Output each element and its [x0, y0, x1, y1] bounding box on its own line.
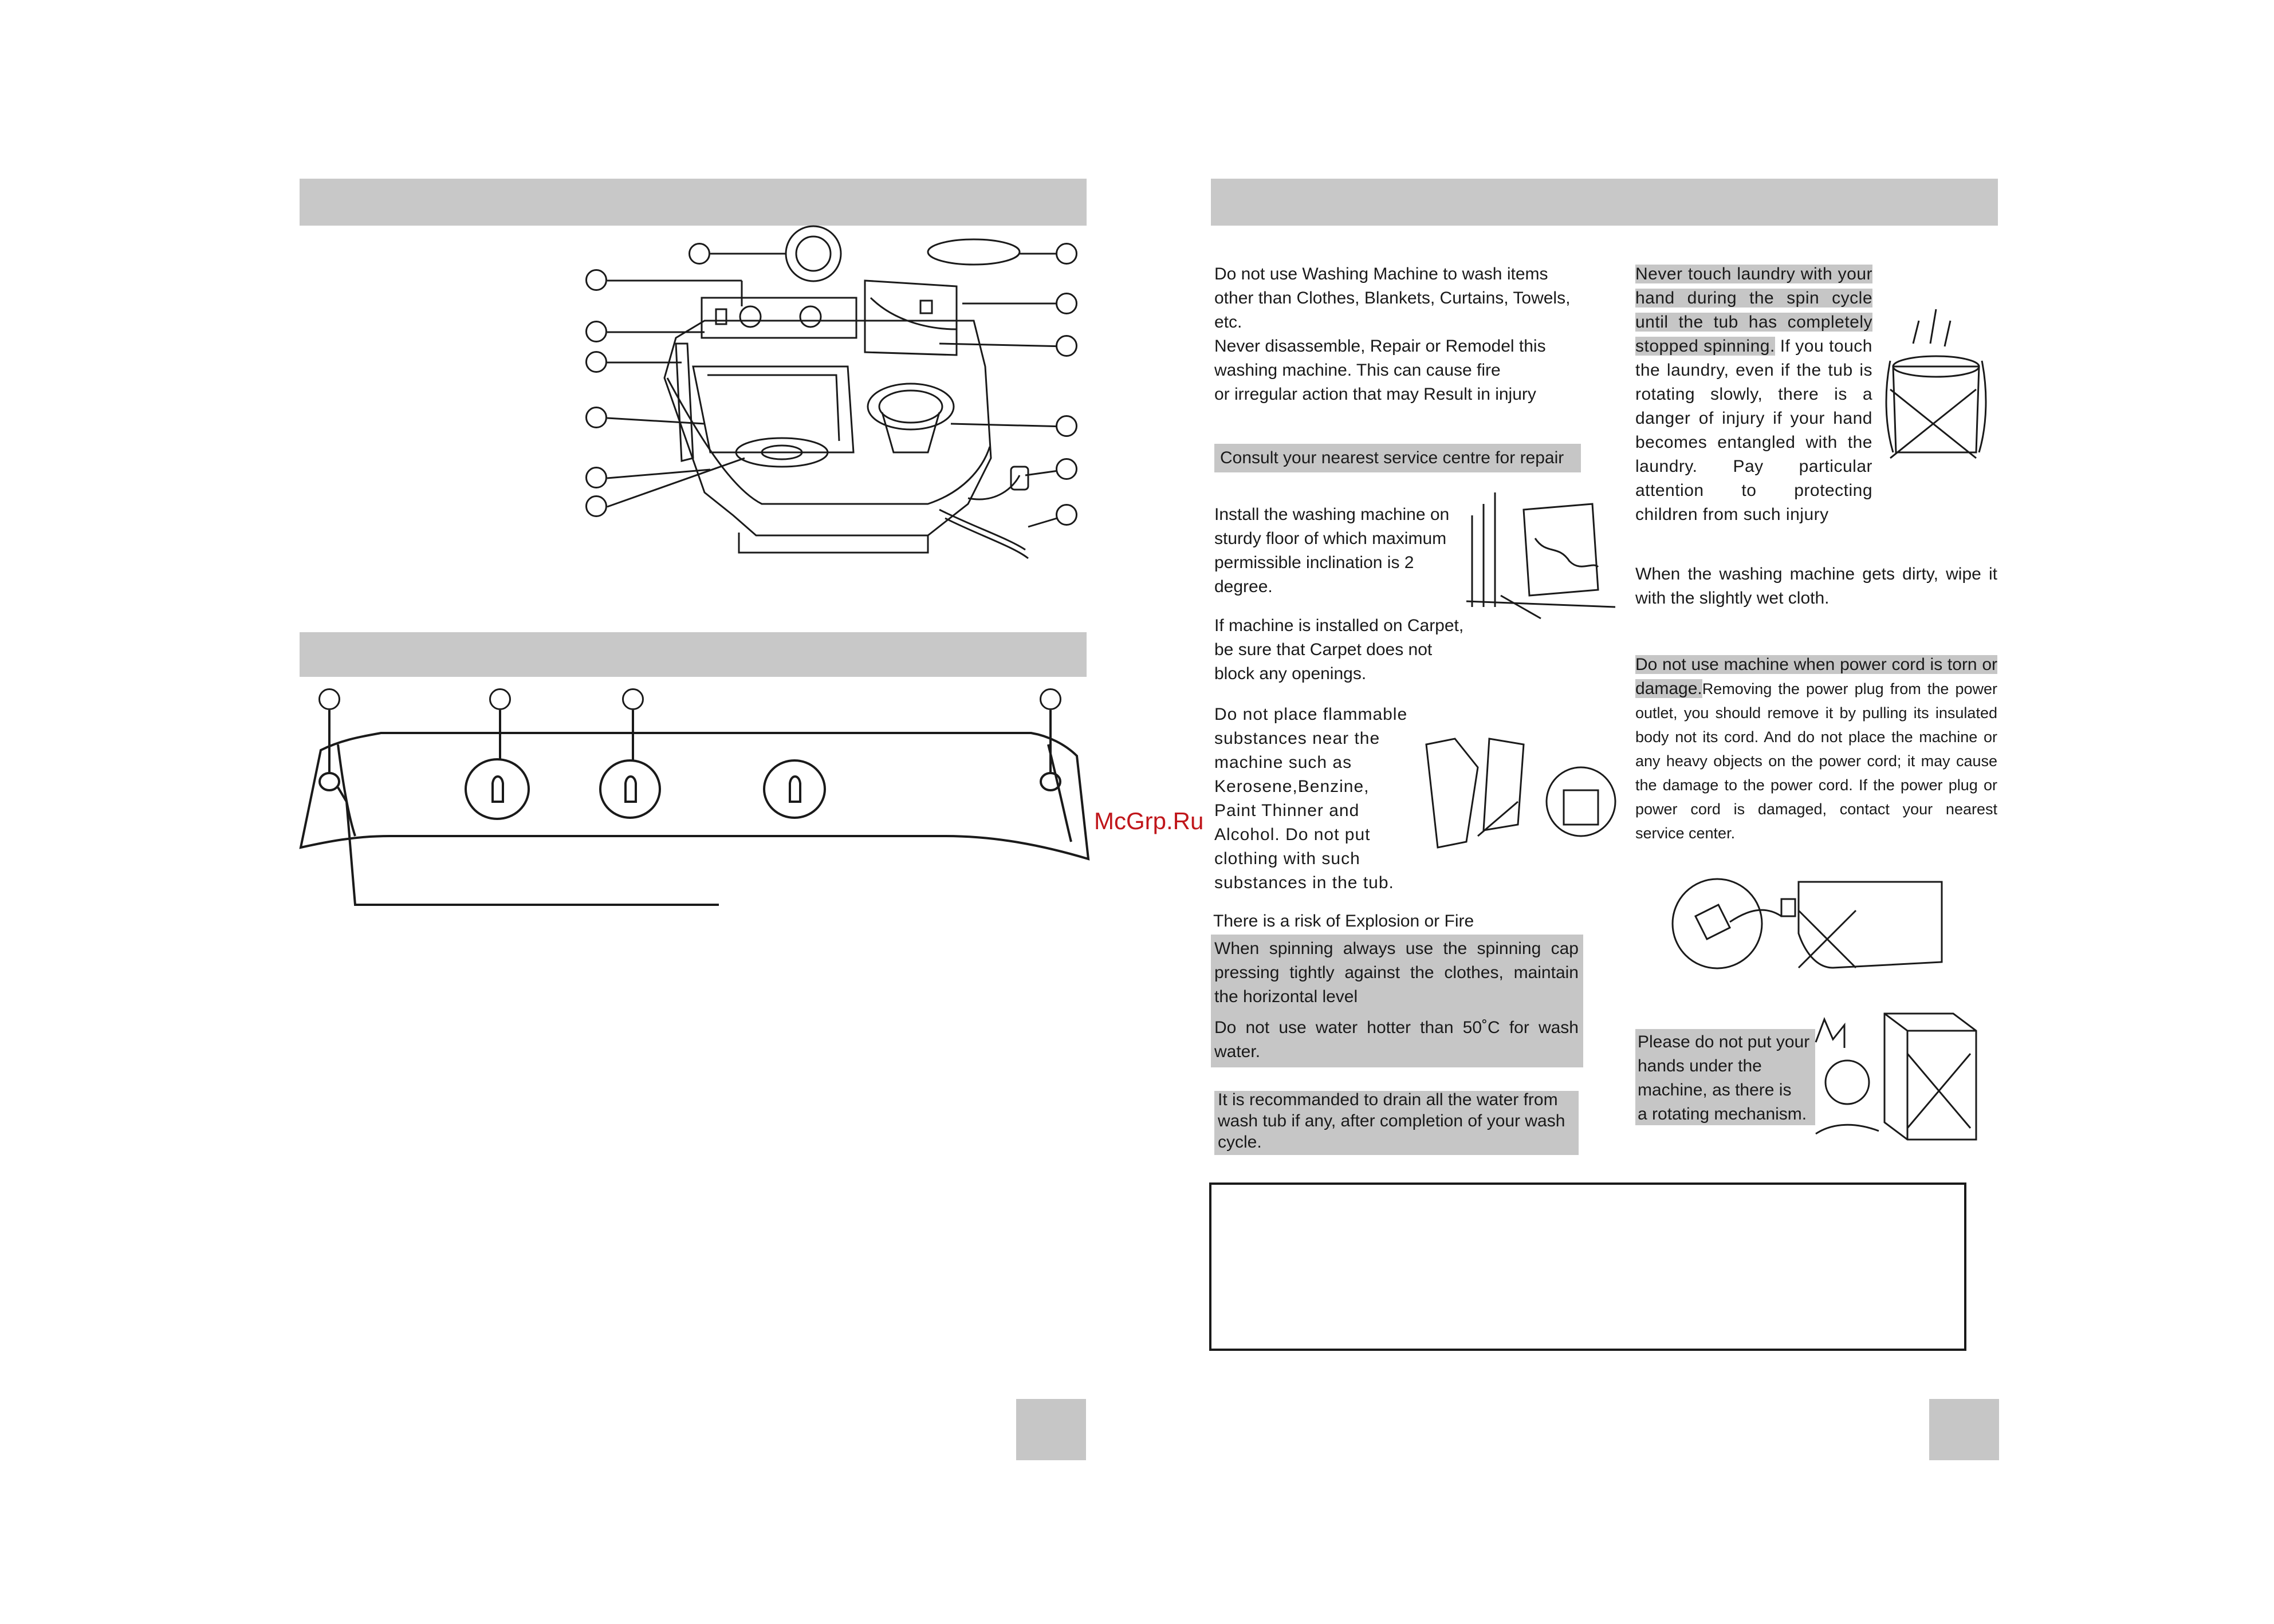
consult-service-banner: Consult your nearest service centre for repair	[1214, 444, 1581, 472]
power-cord-highlight: Do not use machine when power cord is torn or damage.	[1635, 655, 1997, 698]
usage-restrictions-text: Do not use Washing Machine to wash items other than Clothes, Blankets, Curtains, Towels, etc. Never disassemble, Repair or Remodel this washing machine. This can cause fire or irregular action that may Result in injury	[1214, 265, 1571, 404]
spin-cap-text: When spinning always use the spinning cap pressing tightly against the clothes, maintain the horizontal level	[1214, 939, 1579, 1006]
install-floor-text: Install the washing machine on sturdy floor of which maximum permissible inclination is 2 degree.	[1214, 505, 1450, 596]
flammable-text: Do not place flammable substances near the machine such as Kerosene,Benzine, Paint Thinner and Alcohol. Do not put clothing with such substances in the tub.	[1214, 705, 1408, 892]
spin-touch-detail: If you touch the laundry, even if the tub is rotating slowly, there is a danger of injury if your hand becomes entangled with the laundry. Pay particular attention to protecting children from such injury	[1635, 337, 1872, 524]
power-cord-detail: Removing the power plug from the power outlet, you should remove it by pulling its insulated body not its cord. And do not place the machine or any heavy objects on the power cord; it may cause the damage to the power cord. If the power plug or power cord is damaged, contact your nearest service center.	[1635, 680, 1997, 842]
watermark: McGrp.Ru	[1094, 807, 1204, 834]
wipe-cleaning-text: When the washing machine gets dirty, wipe it with the slightly wet cloth.	[1635, 565, 1997, 608]
water-temperature-text: Do not use water hotter than 50˚C for wash water.	[1214, 1018, 1579, 1061]
note-box	[1209, 1182, 1966, 1351]
spin-touch-highlight: Never touch laundry with your hand during the spin cycle until the tub has completely stopped spinning.	[1635, 265, 1872, 356]
drain-recommendation-text: It is recommanded to drain all the water from wash tub if any, after completion of your wash cycle.	[1218, 1090, 1565, 1152]
explosion-risk-text: There is a risk of Explosion or Fire	[1213, 912, 1474, 931]
hands-under-machine-text: Please do not put your hands under the machine, as there is a rotating mechanism.	[1635, 1029, 1815, 1125]
carpet-text: If machine is installed on Carpet, be sure that Carpet does not block any openings.	[1214, 616, 1464, 683]
